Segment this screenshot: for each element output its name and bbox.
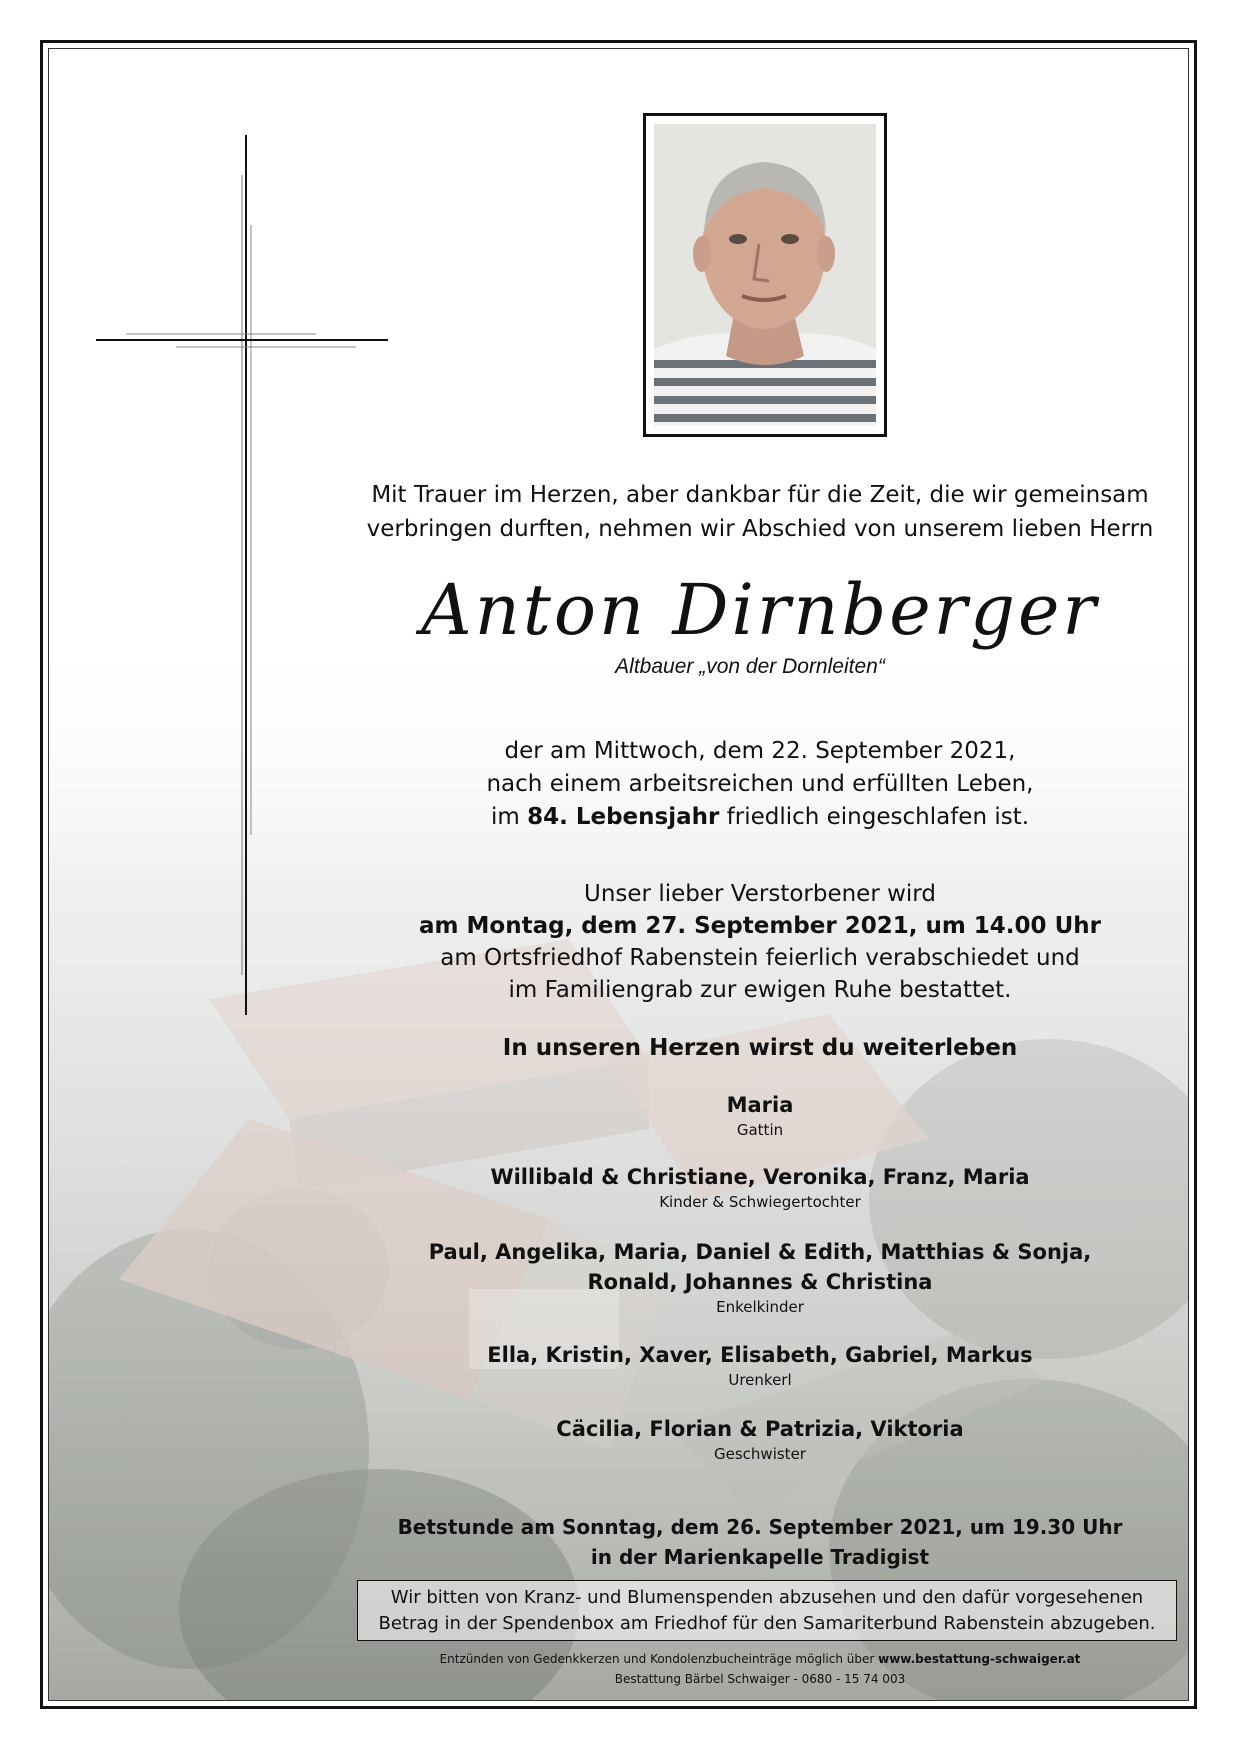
family-names: Paul, Angelika, Maria, Daniel & Edith, Matthias & Sonja, — [428, 1240, 1092, 1264]
intro-text — [350, 478, 1170, 546]
age-text: 84. Lebensjahr — [527, 804, 720, 830]
family-group-grandchildren — [400, 1237, 1120, 1317]
family-relation: Geschwister — [714, 1445, 806, 1463]
donation-line-2: Betrag in der Spendenbox am Friedhof für den Samariterbund Rabenstein abzugeben. — [378, 1613, 1156, 1634]
funeral-date: am Montag, dem 27. September 2021, um 14.00 Uhr — [419, 913, 1101, 939]
funeral-line-3: am Ortsfriedhof Rabenstein feierlich verabschiedet und — [440, 945, 1080, 971]
family-group-spouse — [400, 1090, 1120, 1140]
footer-website-link[interactable]: www.bestattung-schwaiger.at — [878, 1652, 1081, 1666]
death-line-1: der am Mittwoch, dem 22. September 2021, — [504, 738, 1016, 764]
portrait-photo — [654, 124, 876, 426]
deceased-epithet: Altbauer „von der Dornleiten“ — [615, 655, 885, 678]
funeral-line-1: Unser lieber Verstorbener wird — [584, 881, 936, 907]
cross-icon — [96, 135, 396, 1015]
footer-contact: Bestattung Bärbel Schwaiger - 0680 - 15 74 003 — [614, 1672, 906, 1686]
death-line-2: nach einem arbeitsreichen und erfüllten Leben, — [486, 771, 1034, 797]
donation-request — [357, 1585, 1177, 1637]
prayer-location: in der Marienkapelle Tradigist — [590, 1545, 930, 1569]
family-relation: Gattin — [736, 1121, 784, 1139]
funeral-details — [400, 878, 1120, 1006]
family-group-siblings — [400, 1414, 1120, 1464]
family-relation: Enkelkinder — [716, 1298, 804, 1316]
death-line-3-pre: im — [490, 804, 528, 830]
intro-line-1: Mit Trauer im Herzen, aber dankbar für die Zeit, die wir gemeinsam — [371, 482, 1149, 508]
family-names: Cäcilia, Florian & Patrizia, Viktoria — [556, 1417, 964, 1441]
footer-condolence — [380, 1652, 1140, 1666]
funeral-line-4: im Familiengrab zur ewigen Ruhe bestattet. — [508, 977, 1012, 1003]
family-relation: Kinder & Schwiegertochter — [659, 1193, 861, 1211]
death-announcement — [400, 735, 1120, 834]
death-line-3-post: friedlich eingeschlafen ist. — [719, 804, 1030, 830]
family-relation: Urenkerl — [728, 1371, 792, 1389]
death-line-3 — [400, 801, 1120, 834]
donation-line-1: Wir bitten von Kranz- und Blumenspenden abzusehen und den dafür vorgesehenen — [390, 1587, 1144, 1608]
family-group-great-grandchildren — [400, 1340, 1120, 1390]
family-names: Maria — [726, 1093, 794, 1117]
family-group-children — [400, 1162, 1120, 1212]
family-names: Willibald & Christiane, Veronika, Franz, Maria — [490, 1165, 1030, 1189]
deceased-name: Anton Dirnberger — [421, 569, 1099, 651]
portrait-frame — [643, 113, 887, 437]
motto-heading: In unseren Herzen wirst du weiterleben — [502, 1035, 1018, 1061]
footer-condolence-text: Entzünden von Gedenkkerzen und Kondolenzbucheinträge möglich über — [439, 1652, 879, 1666]
prayer-service — [380, 1512, 1140, 1572]
family-names-2: Ronald, Johannes & Christina — [587, 1270, 933, 1294]
family-names: Ella, Kristin, Xaver, Elisabeth, Gabriel, Markus — [487, 1343, 1033, 1367]
intro-line-2: verbringen durften, nehmen wir Abschied von unserem lieben Herrn — [366, 516, 1154, 542]
prayer-line-1: Betstunde am Sonntag, dem 26. September 2021, um 19.30 Uhr — [397, 1515, 1123, 1539]
